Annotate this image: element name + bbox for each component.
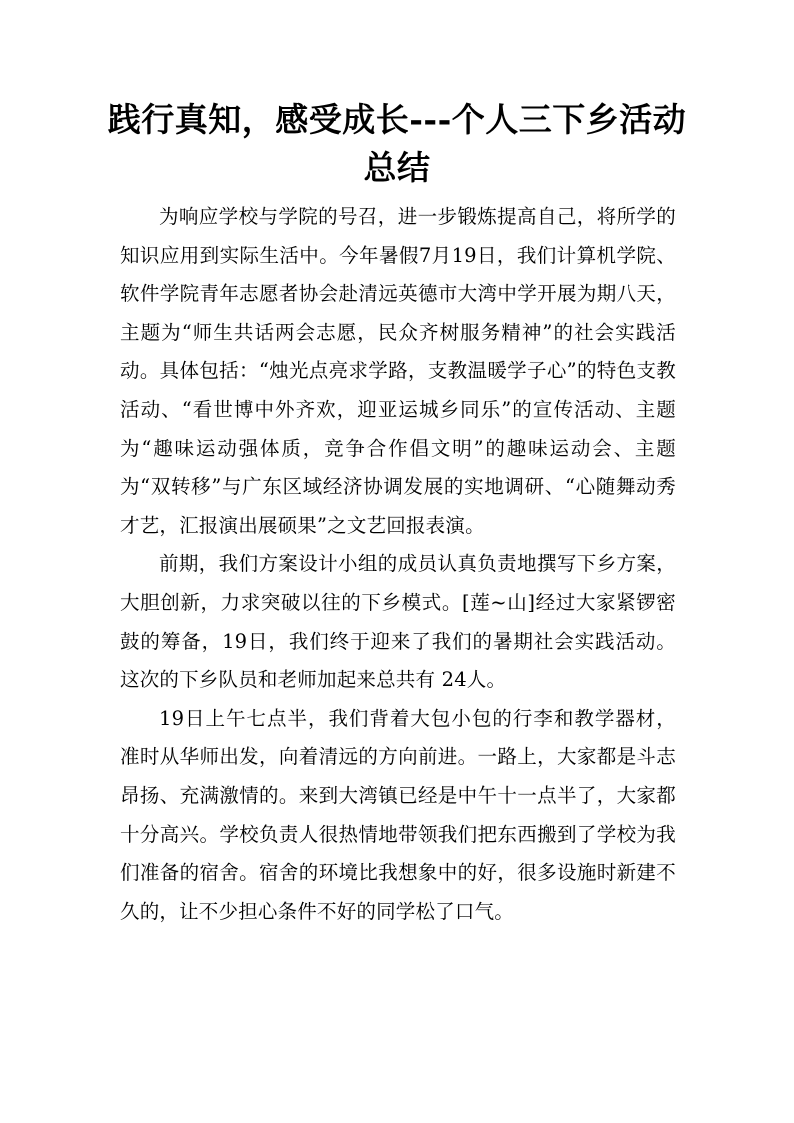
paragraph-3: 19日上午七点半，我们背着大包小包的行李和教学器材，准时从华师出发，向着清远的方向前进。一路上，大家都是斗志昂扬、充满激情的。来到大湾镇已经是中午十一点半了，大家都十分高兴。学校负责人很热情地带领我们把东西搬到了学校为我们准备的宿舍。宿舍的环境比我想象中的好，很多设施时新建不久的，让不少担心条件不好的同学松了口气。	[120, 706, 676, 923]
title-line-2: 总结	[363, 148, 431, 187]
title-line-1: 践行真知，感受成长---个人三下乡活动	[107, 100, 687, 139]
paragraph-2: 前期，我们方案设计小组的成员认真负责地撰写下乡方案，大胆创新，力求突破以往的下乡模式。[莲~山]经过大家紧锣密鼓的筹备，19日，我们终于迎来了我们的暑期社会实践活动。这次的下乡队员和老师加起来总共有 24人。	[120, 552, 676, 692]
document-body	[120, 198, 676, 931]
document-title	[100, 96, 694, 192]
paragraph-1: 为响应学校与学院的号召，进一步锻炼提高自己，将所学的知识应用到实际生活中。今年暑假7月19日，我们计算机学院、软件学院青年志愿者协会赴清远英德市大湾中学开展为期八天，主题为“师生共话两会志愿，民众齐树服务精神”的社会实践活动。具体包括：“烛光点亮求学路，支教温暖学子心”的特色支教活动、“看世博中外齐欢，迎亚运城乡同乐”的宣传活动、主题为“趣味运动强体质，竞争合作倡文明”的趣味运动会、主题为“双转移”与广东区域经济协调发展的实地调研、“心随舞动秀才艺，汇报演出展硕果”之文艺回报表演。	[120, 205, 676, 537]
